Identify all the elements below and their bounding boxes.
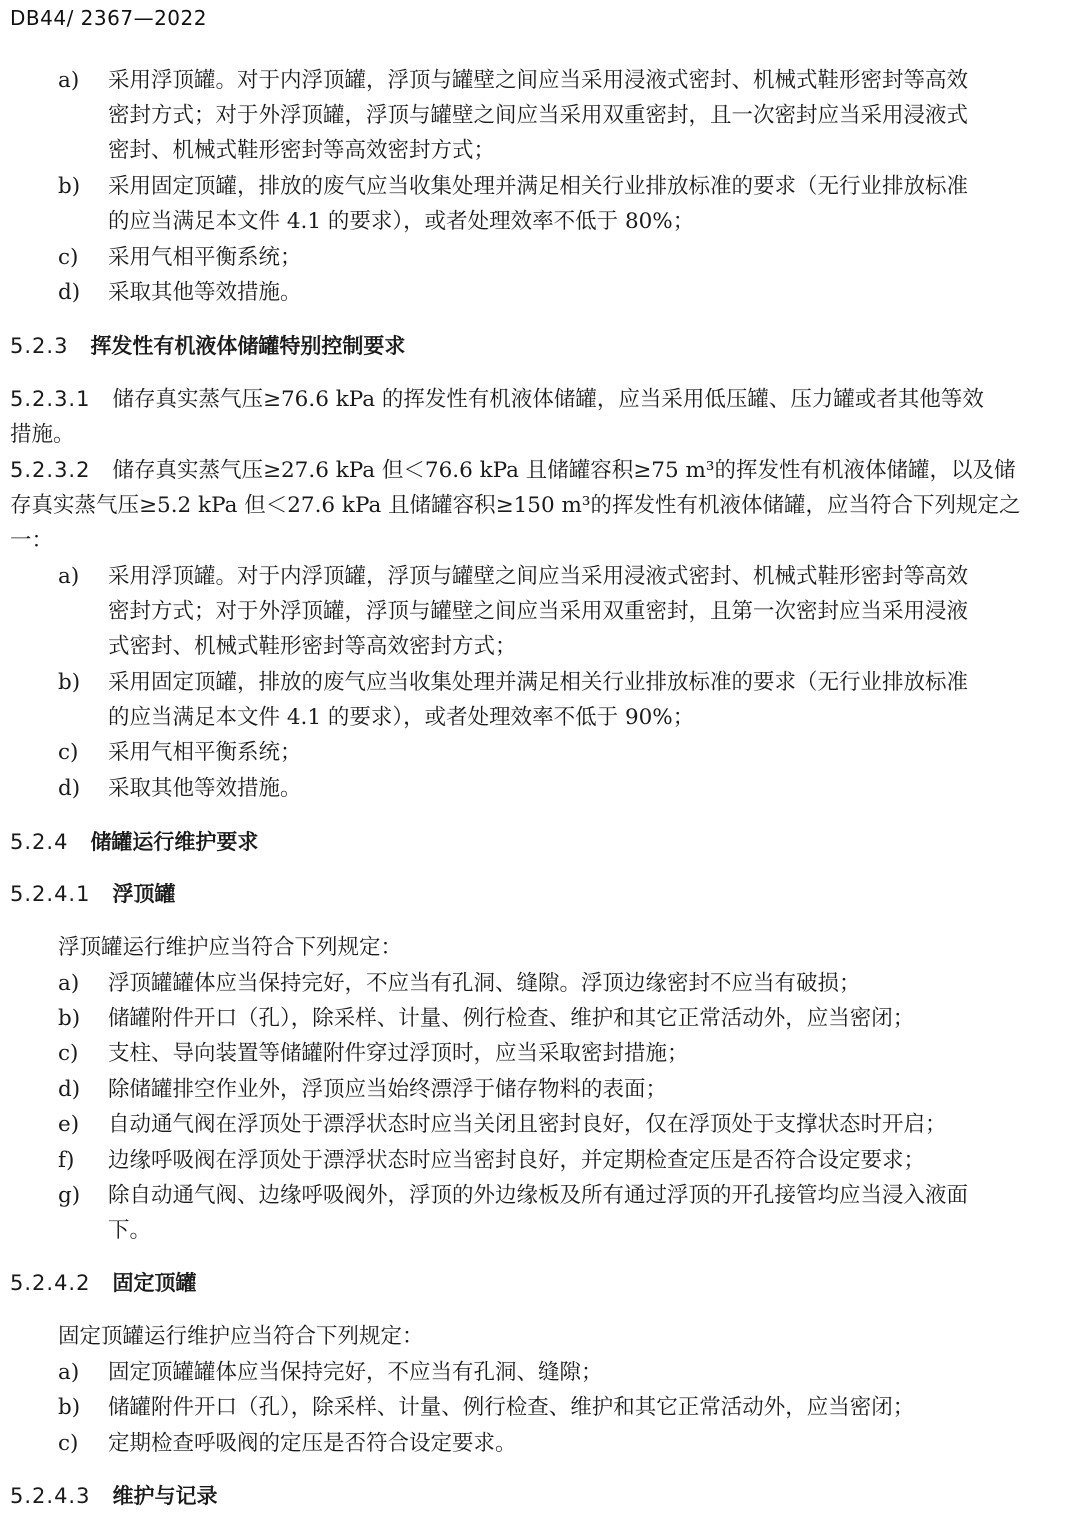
clause-number: 5.2.3.2 xyxy=(10,458,91,482)
subsection-number: 5.2.4.3 xyxy=(10,1484,91,1508)
list-marker: a) xyxy=(58,68,80,93)
list-item-text: 采用固定顶罐，排放的废气应当收集处理并满足相关行业排放标准的要求（无行业排放标准 xyxy=(108,174,969,199)
list-marker: c) xyxy=(58,245,79,270)
list-item-text: 密封、机械式鞋形密封等高效密封方式； xyxy=(108,138,496,163)
subsection-number: 5.2.4.1 xyxy=(10,882,91,906)
list-item-text: 自动通气阀在浮顶处于漂浮状态时应当关闭且密封良好，仅在浮顶处于支撑状态时开启； xyxy=(108,1112,947,1137)
intro-text: 固定顶罐运行维护应当符合下列规定： xyxy=(58,1324,424,1349)
list-item-text: 的应当满足本文件 4.1 的要求），或者处理效率不低于 80%； xyxy=(108,209,695,234)
clause-paragraph xyxy=(10,382,1072,417)
clause-text: 措施。 xyxy=(10,422,75,447)
list-item-text: 采取其他等效措施。 xyxy=(108,280,302,305)
section-title: 挥发性有机液体储罐特别控制要求 xyxy=(90,334,406,358)
list-item-text: 边缘呼吸阀在浮顶处于漂浮状态时应当密封良好，并定期检查定压是否符合设定要求； xyxy=(108,1148,926,1173)
subsection-heading xyxy=(10,1479,217,1514)
list-item-text: 的应当满足本文件 4.1 的要求），或者处理效率不低于 90%； xyxy=(108,705,695,730)
list-item-text: 采用浮顶罐。对于内浮顶罐，浮顶与罐壁之间应当采用浸液式密封、机械式鞋形密封等高效 xyxy=(108,68,969,93)
subsection-title: 维护与记录 xyxy=(112,1484,218,1508)
clause-text: 存真实蒸气压≥5.2 kPa 但＜27.6 kPa 且储罐容积≥150 m³的挥发性有机液体储罐，应当符合下列规定之 xyxy=(10,493,1021,518)
clause-number: 5.2.3.1 xyxy=(10,387,91,411)
list-item-text: 浮顶罐罐体应当保持完好，不应当有孔洞、缝隙。浮顶边缘密封不应当有破损； xyxy=(108,971,861,996)
list-item-text: 采取其他等效措施。 xyxy=(108,776,302,801)
list-item-text: 下。 xyxy=(108,1218,152,1243)
clause-paragraph xyxy=(10,453,1072,488)
list-marker: c) xyxy=(58,740,79,765)
clause-text: 储存真实蒸气压≥27.6 kPa 但＜76.6 kPa 且储罐容积≥75 m³的挥发性有机液体储罐，以及储 xyxy=(112,458,1016,483)
list-marker: g) xyxy=(58,1183,81,1208)
list-item-text: 固定顶罐罐体应当保持完好，不应当有孔洞、缝隙； xyxy=(108,1360,603,1385)
list-item-text: 除自动通气阀、边缘呼吸阀外，浮顶的外边缘板及所有通过浮顶的开孔接管均应当浸入液面 xyxy=(108,1183,969,1208)
subsection-number: 5.2.4.2 xyxy=(10,1271,91,1295)
subsection-heading xyxy=(10,1266,196,1301)
list-marker: c) xyxy=(58,1431,79,1456)
list-item-text: 采用气相平衡系统； xyxy=(108,740,302,765)
clause-text: 一： xyxy=(10,528,54,553)
clause-text: 储存真实蒸气压≥76.6 kPa 的挥发性有机液体储罐，应当采用低压罐、压力罐或者其他等效 xyxy=(112,387,984,412)
list-marker: b) xyxy=(58,1006,81,1031)
section-number: 5.2.3 xyxy=(10,334,69,358)
list-item-text: 采用气相平衡系统； xyxy=(108,245,302,270)
list-item-text: 密封方式；对于外浮顶罐，浮顶与罐壁之间应当采用双重密封，且第一次密封应当采用浸液 xyxy=(108,599,969,624)
list-item-text: 支柱、导向装置等储罐附件穿过浮顶时，应当采取密封措施； xyxy=(108,1041,689,1066)
section-heading xyxy=(10,329,405,364)
list-item-text: 式密封、机械式鞋形密封等高效密封方式； xyxy=(108,634,517,659)
list-item-text: 除储罐排空作业外，浮顶应当始终漂浮于储存物料的表面； xyxy=(108,1077,668,1102)
list-item-text: 采用固定顶罐，排放的废气应当收集处理并满足相关行业排放标准的要求（无行业排放标准 xyxy=(108,670,969,695)
list-marker: b) xyxy=(58,1395,81,1420)
subsection-title: 固定顶罐 xyxy=(112,1271,197,1295)
list-marker: b) xyxy=(58,174,81,199)
list-marker: d) xyxy=(58,776,81,801)
list-marker: b) xyxy=(58,670,81,695)
subsection-heading xyxy=(10,877,175,912)
list-item-text: 定期检查呼吸阀的定压是否符合设定要求。 xyxy=(108,1431,517,1456)
list-marker: d) xyxy=(58,280,81,305)
list-item-text: 储罐附件开口（孔），除采样、计量、例行检查、维护和其它正常活动外，应当密闭； xyxy=(108,1395,915,1420)
list-marker: a) xyxy=(58,971,80,996)
section-title: 储罐运行维护要求 xyxy=(90,830,259,854)
standard-code-header: DB44/ 2367—2022 xyxy=(10,6,207,30)
intro-text: 浮顶罐运行维护应当符合下列规定： xyxy=(58,935,403,960)
subsection-title: 浮顶罐 xyxy=(112,882,176,906)
list-marker: a) xyxy=(58,564,80,589)
list-item-text: 密封方式；对于外浮顶罐，浮顶与罐壁之间应当采用双重密封，且一次密封应当采用浸液式 xyxy=(108,103,969,128)
list-marker: e) xyxy=(58,1112,80,1137)
list-item-text: 采用浮顶罐。对于内浮顶罐，浮顶与罐壁之间应当采用浸液式密封、机械式鞋形密封等高效 xyxy=(108,564,969,589)
section-number: 5.2.4 xyxy=(10,830,69,854)
section-heading xyxy=(10,825,258,860)
list-marker: f) xyxy=(58,1148,75,1173)
list-marker: a) xyxy=(58,1360,80,1385)
list-marker: c) xyxy=(58,1041,79,1066)
list-item-text: 储罐附件开口（孔），除采样、计量、例行检查、维护和其它正常活动外，应当密闭； xyxy=(108,1006,915,1031)
list-marker: d) xyxy=(58,1077,81,1102)
